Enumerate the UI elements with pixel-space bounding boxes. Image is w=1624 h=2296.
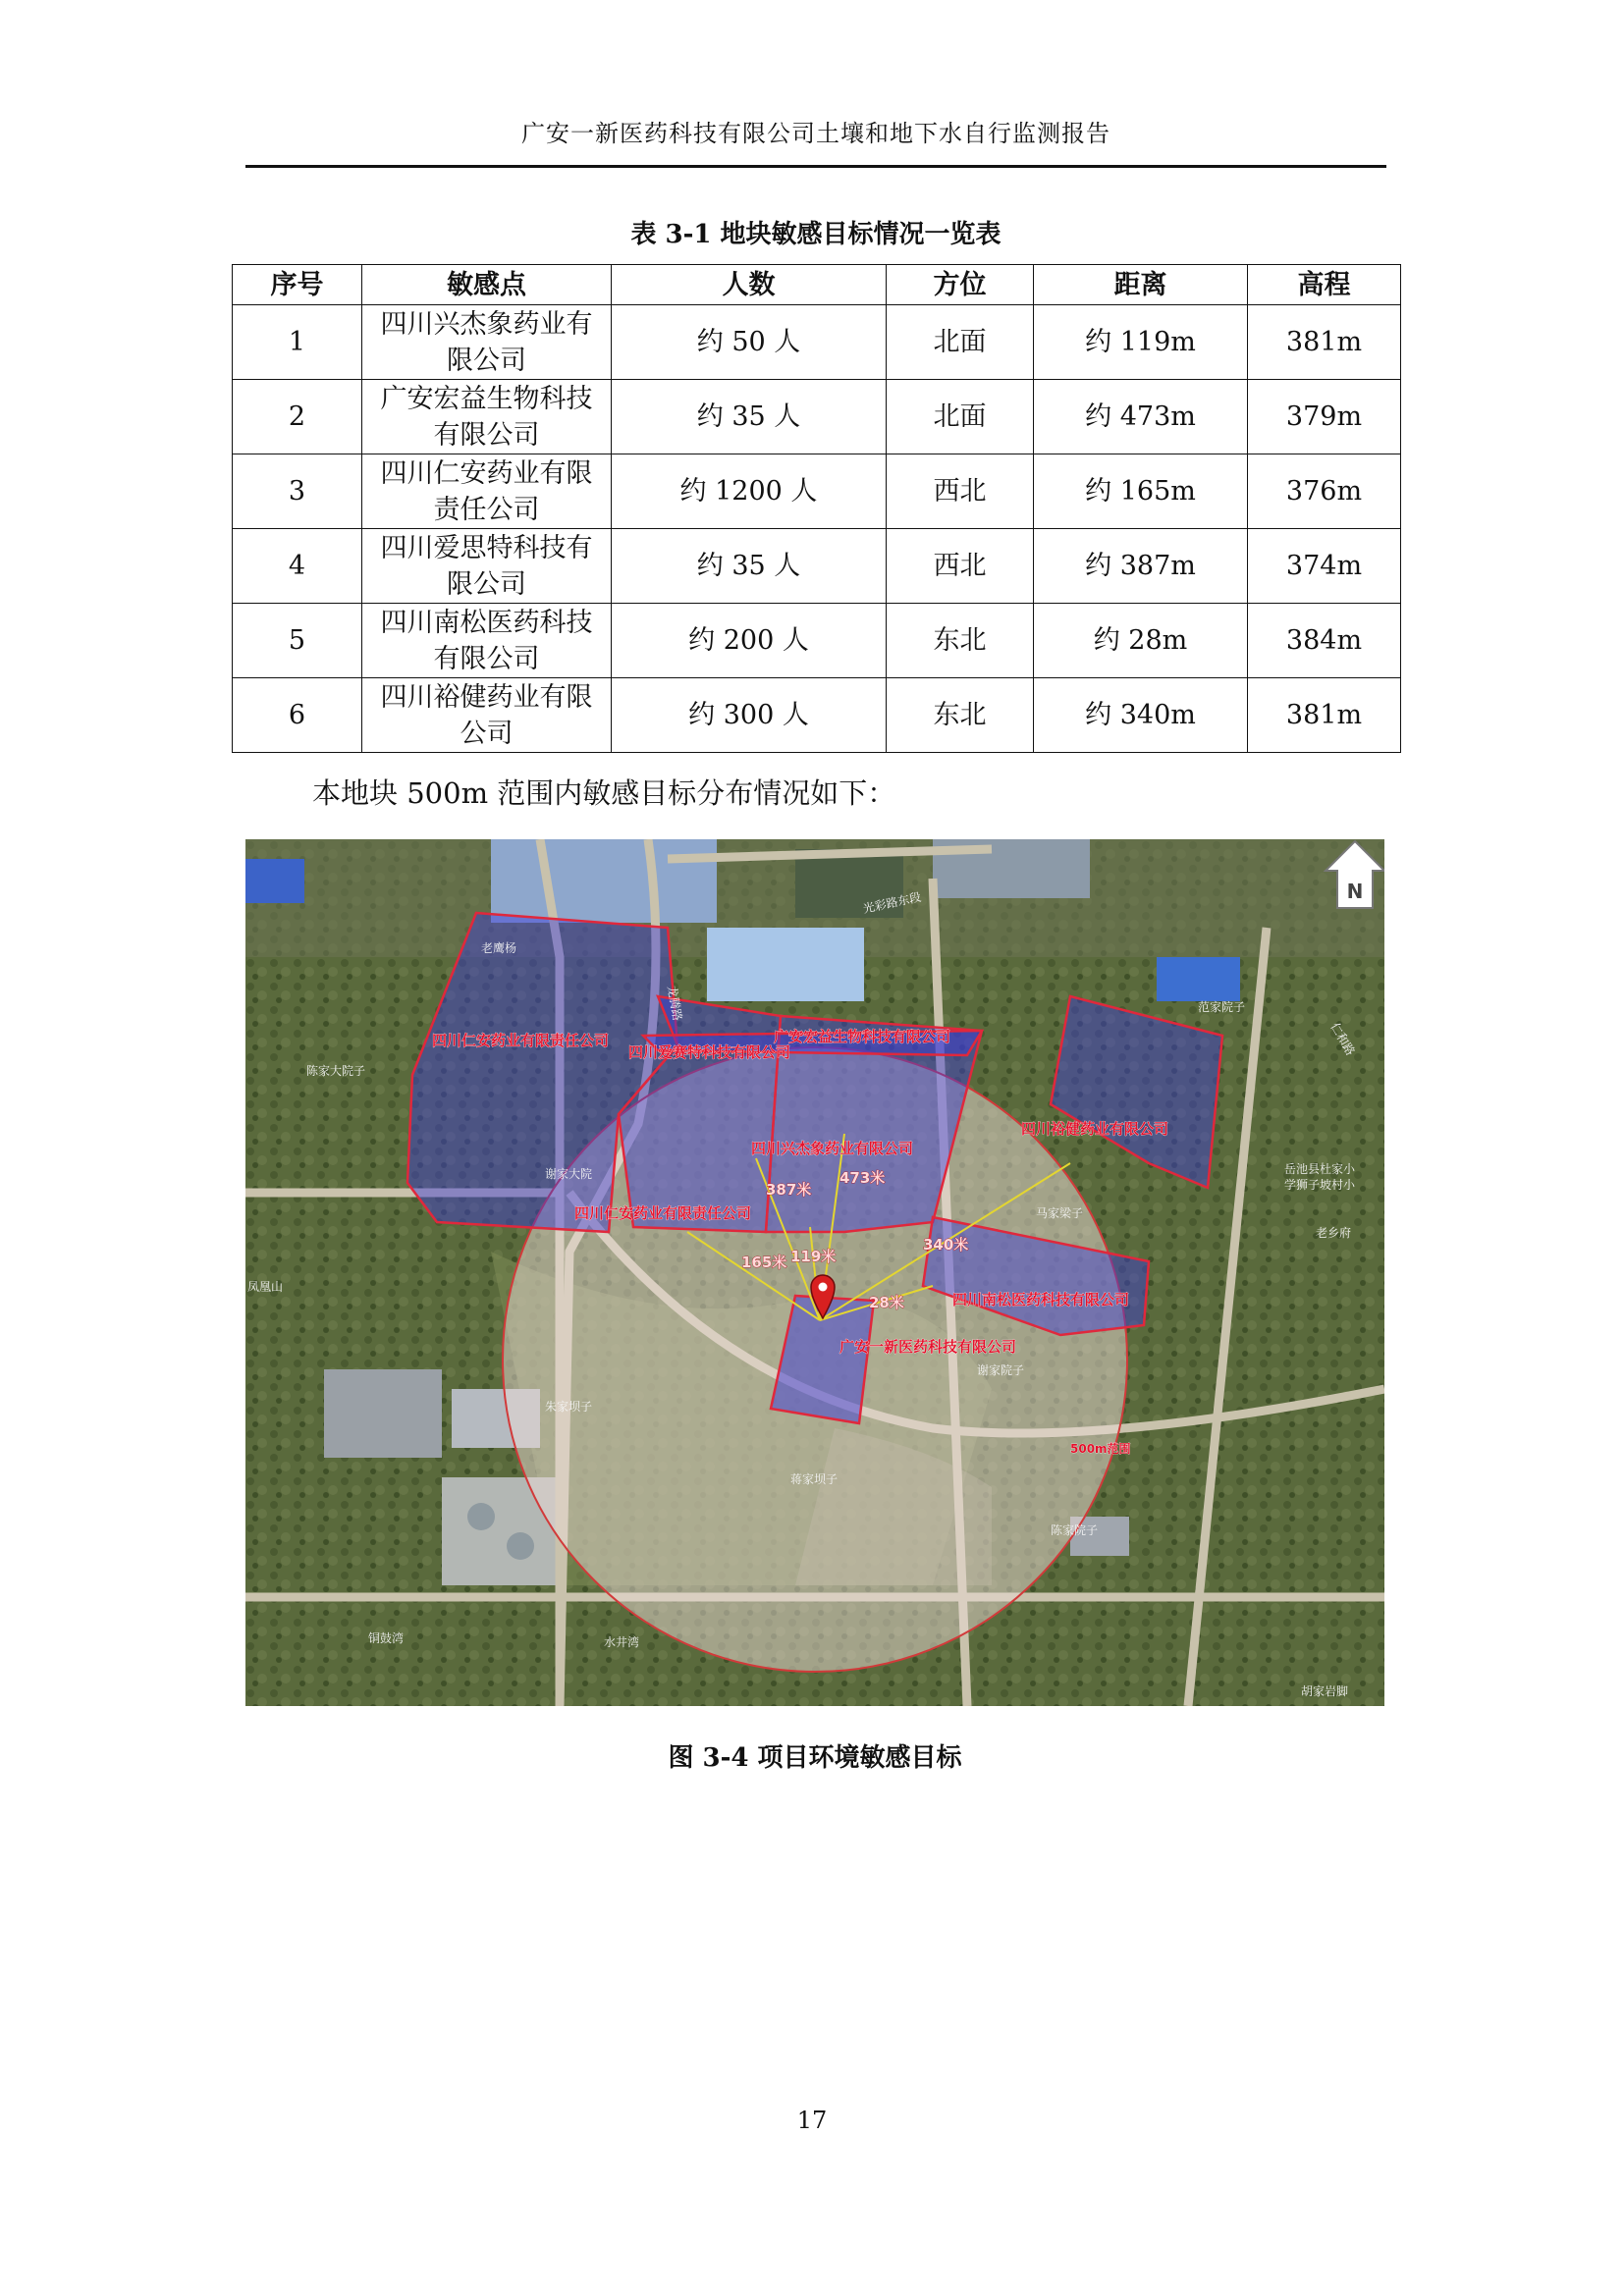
target-name-line: 四川仁安药业有限 xyxy=(380,457,593,489)
building-roof xyxy=(245,859,304,903)
target-name xyxy=(362,678,612,753)
distance-label: 119米 xyxy=(790,1248,837,1265)
people-count: 约 35 人 xyxy=(612,380,887,454)
table-row xyxy=(233,305,1401,380)
label-radius: 500m范围 xyxy=(1070,1442,1131,1456)
target-name xyxy=(362,604,612,678)
distance-label: 28米 xyxy=(869,1294,904,1311)
target-name xyxy=(362,529,612,604)
elevation: 381m xyxy=(1248,678,1401,753)
place-label: 谢家大院 xyxy=(545,1167,593,1181)
column-header: 人数 xyxy=(612,265,887,305)
page-number: 17 xyxy=(796,2107,828,2134)
direction: 西北 xyxy=(887,454,1034,529)
figure-caption: 图 3-4 项目环境敏感目标 xyxy=(668,1743,962,1773)
road-label: 光彩路东段 xyxy=(861,889,923,916)
satellite-map xyxy=(245,839,1384,1706)
distance: 约 340m xyxy=(1034,678,1248,753)
sensitive-targets-table xyxy=(232,264,1401,753)
label-xingjie: 四川兴杰象药业有限公司 xyxy=(751,1140,914,1157)
elevation: 379m xyxy=(1248,380,1401,454)
place-label: 胡家岩脚 xyxy=(1301,1684,1349,1698)
place-label: 学狮子坡村小 xyxy=(1284,1178,1356,1192)
label-yujian: 四川裕健药业有限公司 xyxy=(1021,1120,1169,1138)
north-letter: N xyxy=(1346,880,1364,903)
tank xyxy=(507,1532,534,1560)
target-name-line: 四川兴杰象药业有 xyxy=(380,308,593,340)
distance-label: 473米 xyxy=(839,1169,886,1187)
distance: 约 387m xyxy=(1034,529,1248,604)
target-name-line: 有限公司 xyxy=(433,419,540,451)
distance: 约 28m xyxy=(1034,604,1248,678)
table-row xyxy=(233,678,1401,753)
target-name-line: 四川裕健药业有限 xyxy=(380,681,593,713)
people-count: 约 300 人 xyxy=(612,678,887,753)
place-label: 陈家大院子 xyxy=(306,1064,366,1078)
place-label: 马家梁子 xyxy=(1036,1206,1084,1220)
direction: 北面 xyxy=(887,380,1034,454)
building-roof xyxy=(491,839,717,923)
table-header-row xyxy=(233,265,1401,305)
map-svg xyxy=(245,839,1384,1706)
place-label: 老鹰杨 xyxy=(481,941,517,955)
building-roof xyxy=(707,928,864,1001)
place-label: 范家院子 xyxy=(1198,1000,1246,1014)
target-name-line: 限公司 xyxy=(447,568,526,600)
row-number: 1 xyxy=(233,305,362,380)
distance: 约 119m xyxy=(1034,305,1248,380)
intro-paragraph: 本地块 500m 范围内敏感目标分布情况如下： xyxy=(312,776,896,810)
label-renan: 四川仁安药业有限责任公司 xyxy=(432,1032,610,1049)
people-count: 约 200 人 xyxy=(612,604,887,678)
table-caption: 表 3-1 地块敏感目标情况一览表 xyxy=(630,220,1001,249)
row-number: 6 xyxy=(233,678,362,753)
target-name-line: 责任公司 xyxy=(433,494,540,525)
document-header: 广安一新医药科技有限公司土壤和地下水自行监测报告 xyxy=(521,120,1110,147)
place-label: 蒋家坝子 xyxy=(790,1472,839,1486)
column-header: 距离 xyxy=(1034,265,1248,305)
road-label: 龙腾路 xyxy=(665,985,685,1022)
people-count: 约 1200 人 xyxy=(612,454,887,529)
target-name-line: 公司 xyxy=(460,718,514,749)
distance-label: 387米 xyxy=(766,1181,812,1199)
direction: 东北 xyxy=(887,604,1034,678)
label-aisite: 四川爱赛特科技有限公司 xyxy=(628,1043,791,1061)
row-number: 5 xyxy=(233,604,362,678)
distance-label: 340米 xyxy=(923,1236,969,1254)
target-name xyxy=(362,305,612,380)
place-label: 朱家坝子 xyxy=(545,1400,593,1414)
elevation: 381m xyxy=(1248,305,1401,380)
place-label: 铜鼓湾 xyxy=(368,1631,405,1645)
people-count: 约 50 人 xyxy=(612,305,887,380)
label-hongyi: 广安宏益生物科技有限公司 xyxy=(774,1028,951,1045)
target-name xyxy=(362,454,612,529)
direction: 东北 xyxy=(887,678,1034,753)
table-row xyxy=(233,454,1401,529)
elevation: 384m xyxy=(1248,604,1401,678)
target-name-line: 限公司 xyxy=(447,345,526,376)
label-renan2: 四川仁安药业有限责任公司 xyxy=(574,1204,752,1222)
distance: 约 473m xyxy=(1034,380,1248,454)
row-number: 4 xyxy=(233,529,362,604)
target-name-line: 有限公司 xyxy=(433,643,540,674)
place-label: 谢家院子 xyxy=(977,1363,1025,1377)
building-roof xyxy=(1157,957,1240,1001)
place-label: 岳池县杜家小 xyxy=(1284,1162,1356,1176)
table-row xyxy=(233,380,1401,454)
place-label: 凤凰山 xyxy=(247,1280,284,1294)
label-project: 广安一新医药科技有限公司 xyxy=(839,1338,1017,1356)
row-number: 3 xyxy=(233,454,362,529)
column-header: 序号 xyxy=(233,265,362,305)
table-row xyxy=(233,529,1401,604)
column-header: 敏感点 xyxy=(362,265,612,305)
header-divider xyxy=(245,165,1386,168)
target-name-line: 四川爱思特科技有 xyxy=(380,532,593,563)
target-name xyxy=(362,380,612,454)
column-header: 高程 xyxy=(1248,265,1401,305)
place-label: 陈家院子 xyxy=(1051,1523,1099,1537)
direction: 西北 xyxy=(887,529,1034,604)
label-nansong: 四川南松医药科技有限公司 xyxy=(952,1291,1130,1308)
distance: 约 165m xyxy=(1034,454,1248,529)
row-number: 2 xyxy=(233,380,362,454)
target-name-line: 四川南松医药科技 xyxy=(380,607,593,638)
table-row xyxy=(233,604,1401,678)
elevation: 376m xyxy=(1248,454,1401,529)
place-label: 水井湾 xyxy=(604,1635,640,1649)
people-count: 约 35 人 xyxy=(612,529,887,604)
elevation: 374m xyxy=(1248,529,1401,604)
column-header: 方位 xyxy=(887,265,1034,305)
treatment-plant xyxy=(324,1369,442,1458)
direction: 北面 xyxy=(887,305,1034,380)
road-label: 仁和路 xyxy=(1327,1020,1358,1058)
place-label: 老乡府 xyxy=(1316,1226,1352,1240)
tank xyxy=(467,1503,495,1530)
target-name-line: 广安宏益生物科技 xyxy=(380,383,593,414)
distance-label: 165米 xyxy=(741,1254,787,1271)
